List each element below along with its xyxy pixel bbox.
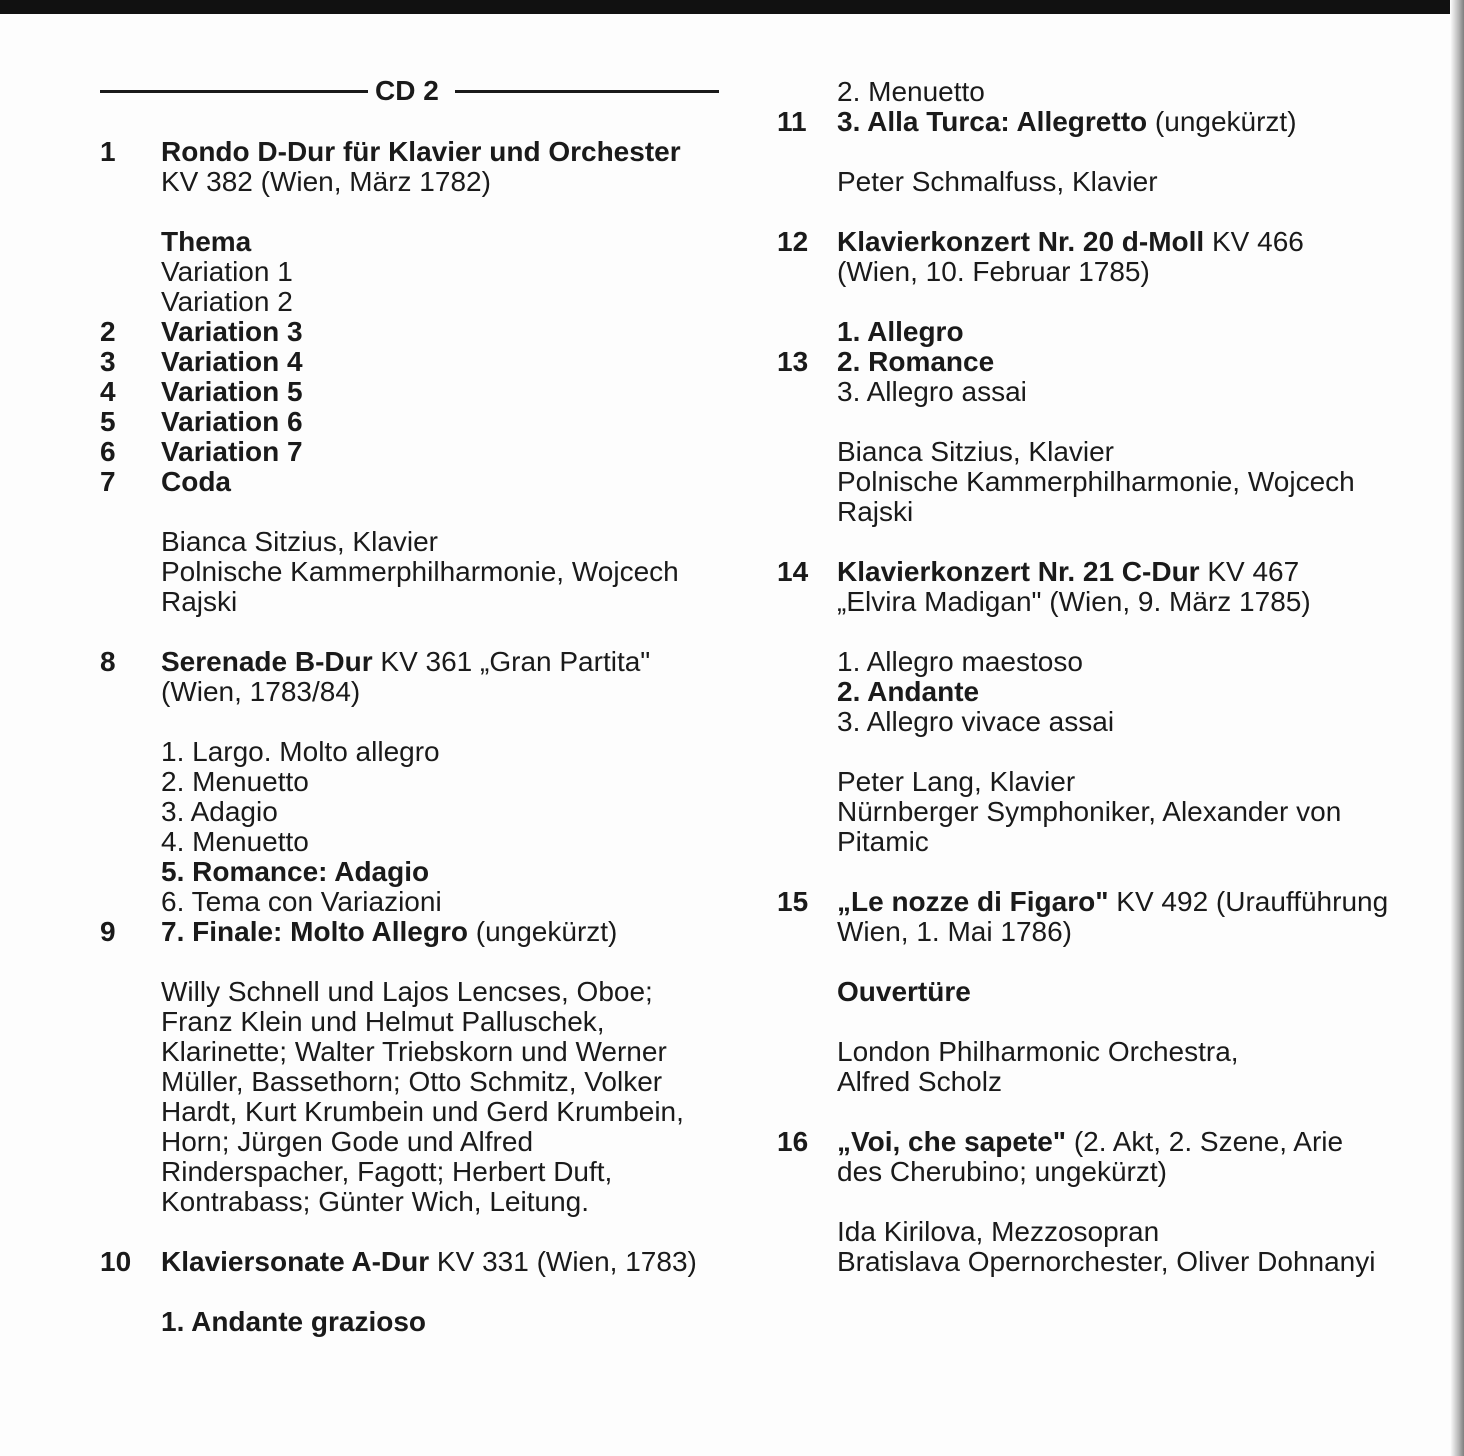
bold-text: „Le nozze di Figaro"	[837, 886, 1109, 917]
regular-text: Rajski	[161, 586, 238, 617]
regular-text: 3. Allegro vivace assai	[837, 706, 1115, 737]
track-text-line	[161, 647, 650, 677]
regular-text: Variation 1	[161, 256, 293, 287]
track-text-line	[161, 1127, 533, 1157]
regular-text: Bratislava Opernorchester, Oliver Dohnanyi	[837, 1246, 1376, 1277]
track-text-line	[837, 677, 979, 707]
regular-text: Franz Klein und Helmut Palluschek,	[161, 1006, 605, 1037]
track-number: 5	[100, 406, 116, 437]
track-number: 11	[777, 106, 807, 137]
track-text-line	[161, 887, 442, 917]
track-text-line	[161, 1307, 426, 1337]
regular-text: (Wien, 10. Februar 1785)	[837, 256, 1150, 287]
bold-text: Variation 5	[161, 376, 303, 407]
track-text-line	[837, 167, 1158, 197]
track-text-line	[837, 707, 1114, 737]
track-text-line	[161, 167, 491, 197]
track-text-line	[161, 1067, 662, 1097]
track-text-line	[161, 137, 681, 167]
bold-text: Serenade B-Dur	[161, 646, 373, 677]
track-text-line	[837, 77, 985, 107]
regular-text: Rinderspacher, Fagott; Herbert Duft,	[161, 1156, 613, 1187]
page-right-edge	[1450, 0, 1464, 1456]
track-text-line	[161, 917, 617, 947]
regular-text: 3. Allegro assai	[837, 376, 1027, 407]
track-text-line	[837, 437, 1114, 467]
track-text-line	[837, 257, 1150, 287]
track-number: 10	[100, 1246, 132, 1277]
regular-text: 1. Allegro maestoso	[837, 646, 1083, 677]
regular-text: Pitamic	[837, 826, 929, 857]
track-text-line	[161, 587, 237, 617]
regular-text: Peter Schmalfuss, Klavier	[837, 166, 1158, 197]
regular-text: Polnische Kammerphilharmonie, Wojcech	[837, 466, 1355, 497]
track-text-line	[837, 557, 1299, 587]
bold-text: 2. Andante	[837, 676, 980, 707]
track-text-line	[837, 1217, 1159, 1247]
bold-text: Variation 7	[161, 436, 303, 467]
regular-text: Alfred Scholz	[837, 1066, 1002, 1097]
regular-text: (Wien, 1783/84)	[161, 676, 361, 707]
regular-text: Müller, Bassethorn; Otto Schmitz, Volker	[161, 1066, 663, 1097]
regular-text: Hardt, Kurt Krumbein und Gerd Krumbein,	[161, 1096, 684, 1127]
bold-text: Ouvertüre	[837, 976, 971, 1007]
track-number: 16	[777, 1126, 809, 1157]
track-number: 1	[100, 136, 116, 167]
regular-text: Klarinette; Walter Triebskorn und Werner	[161, 1036, 667, 1067]
track-text-line	[161, 1037, 667, 1067]
regular-text: Wien, 1. Mai 1786)	[837, 916, 1072, 947]
track-number: 8	[100, 646, 116, 677]
regular-text: Ida Kirilova, Mezzosopran	[837, 1216, 1160, 1247]
track-text-line	[837, 587, 1311, 617]
bold-text: 5. Romance: Adagio	[161, 856, 430, 887]
track-text-line	[161, 737, 440, 767]
regular-text: Rajski	[837, 496, 914, 527]
track-text-line	[161, 467, 231, 497]
track-text-line	[837, 1067, 1002, 1097]
track-text-line	[161, 1247, 697, 1277]
track-text-line	[161, 1097, 684, 1127]
cd-header-rule-left	[100, 90, 368, 93]
bold-text: 1. Andante grazioso	[161, 1306, 427, 1337]
regular-text: Horn; Jürgen Gode und Alfred	[161, 1126, 534, 1157]
regular-text: KV 466	[1204, 226, 1304, 257]
bold-text: 3. Alla Turca: Allegretto	[837, 106, 1148, 137]
bold-text: Coda	[161, 466, 231, 497]
regular-text: 3. Adagio	[161, 796, 278, 827]
track-text-line	[161, 977, 653, 1007]
track-text-line	[161, 827, 309, 857]
regular-text: KV 382 (Wien, März 1782)	[161, 166, 491, 197]
track-text-line	[161, 317, 303, 347]
regular-text: KV 331 (Wien, 1783)	[429, 1246, 697, 1277]
track-text-line	[161, 227, 251, 257]
bold-text: 7. Finale: Molto Allegro	[161, 916, 468, 947]
track-text-line	[837, 497, 913, 527]
track-text-line	[837, 347, 994, 377]
regular-text: KV 467	[1199, 556, 1300, 587]
regular-text: Willy Schnell und Lajos Lencses, Oboe;	[161, 976, 653, 1007]
regular-text: KV 492 (Uraufführung	[1108, 886, 1389, 917]
bold-text: Klavierkonzert Nr. 21 C-Dur	[837, 556, 1200, 587]
track-text-line	[161, 857, 429, 887]
regular-text: „Elvira Madigan" (Wien, 9. März 1785)	[837, 586, 1311, 617]
bold-text: Klaviersonate A-Dur	[161, 1246, 430, 1277]
regular-text: 2. Menuetto	[161, 766, 309, 797]
regular-text: Polnische Kammerphilharmonie, Wojcech	[161, 556, 679, 587]
regular-text: Peter Lang, Klavier	[837, 766, 1076, 797]
regular-text: KV 361 „Gran Partita"	[372, 646, 651, 677]
track-text-line	[837, 797, 1341, 827]
regular-text: (ungekürzt)	[1147, 106, 1297, 137]
track-text-line	[837, 977, 971, 1007]
cd-header-title: CD 2	[375, 75, 439, 106]
regular-text: 4. Menuetto	[161, 826, 309, 857]
bold-text: Thema	[161, 226, 252, 257]
regular-text: des Cherubino; ungekürzt)	[837, 1156, 1167, 1187]
regular-text: Bianca Sitzius, Klavier	[161, 526, 439, 557]
track-number: 4	[100, 376, 116, 407]
track-text-line	[161, 557, 679, 587]
track-text-line	[837, 767, 1075, 797]
track-text-line	[837, 1037, 1239, 1067]
track-text-line	[837, 647, 1083, 677]
regular-text: (2. Akt, 2. Szene, Arie	[1066, 1126, 1344, 1157]
track-number: 15	[777, 886, 809, 917]
bold-text: Klavierkonzert Nr. 20 d-Moll	[837, 226, 1205, 257]
track-number: 7	[100, 466, 116, 497]
regular-text: 2. Menuetto	[837, 76, 985, 107]
regular-text: Kontrabass; Günter Wich, Leitung.	[161, 1186, 589, 1217]
track-text-line	[837, 827, 929, 857]
track-text-line	[161, 1007, 605, 1037]
regular-text: London Philharmonic Orchestra,	[837, 1036, 1239, 1067]
track-text-line	[837, 377, 1027, 407]
track-text-line	[161, 437, 303, 467]
bold-text: Variation 4	[161, 346, 303, 377]
regular-text: (ungekürzt)	[467, 916, 618, 947]
regular-text: 1. Largo. Molto allegro	[161, 736, 440, 767]
bold-text: Variation 3	[161, 316, 303, 347]
bold-text: Rondo D-Dur für Klavier und Orchester	[161, 136, 681, 167]
track-number: 6	[100, 436, 116, 467]
track-text-line	[837, 107, 1297, 137]
track-text-line	[161, 677, 360, 707]
regular-text: Bianca Sitzius, Klavier	[837, 436, 1115, 467]
track-text-line	[161, 377, 303, 407]
track-text-line	[837, 887, 1388, 917]
bold-text: 1. Allegro	[837, 316, 964, 347]
track-text-line	[161, 257, 293, 287]
track-text-line	[161, 1157, 612, 1187]
track-text-line	[161, 347, 303, 377]
track-text-line	[161, 527, 438, 557]
track-text-line	[161, 407, 303, 437]
bold-text: „Voi, che sapete"	[837, 1126, 1067, 1157]
track-text-line	[837, 1247, 1375, 1277]
track-text-line	[161, 1187, 589, 1217]
bold-text: 2. Romance	[837, 346, 995, 377]
bold-text: Variation 6	[161, 406, 303, 437]
track-number: 12	[777, 226, 809, 257]
track-text-line	[161, 767, 309, 797]
regular-text: Variation 2	[161, 286, 293, 317]
cd-header-rule-right	[455, 90, 719, 93]
track-text-line	[837, 227, 1304, 257]
track-text-line	[837, 317, 964, 347]
track-number: 13	[777, 346, 809, 377]
track-text-line	[837, 1127, 1343, 1157]
track-text-line	[161, 797, 278, 827]
track-text-line	[837, 917, 1072, 947]
track-text-line	[161, 287, 293, 317]
page-top-edge	[0, 0, 1464, 14]
track-number: 2	[100, 316, 116, 347]
regular-text: 6. Tema con Variazioni	[161, 886, 442, 917]
track-text-line	[837, 467, 1355, 497]
track-text-line	[837, 1157, 1167, 1187]
track-number: 9	[100, 916, 116, 947]
regular-text: Nürnberger Symphoniker, Alexander von	[837, 796, 1342, 827]
track-number: 3	[100, 346, 116, 377]
track-number: 14	[777, 556, 809, 587]
